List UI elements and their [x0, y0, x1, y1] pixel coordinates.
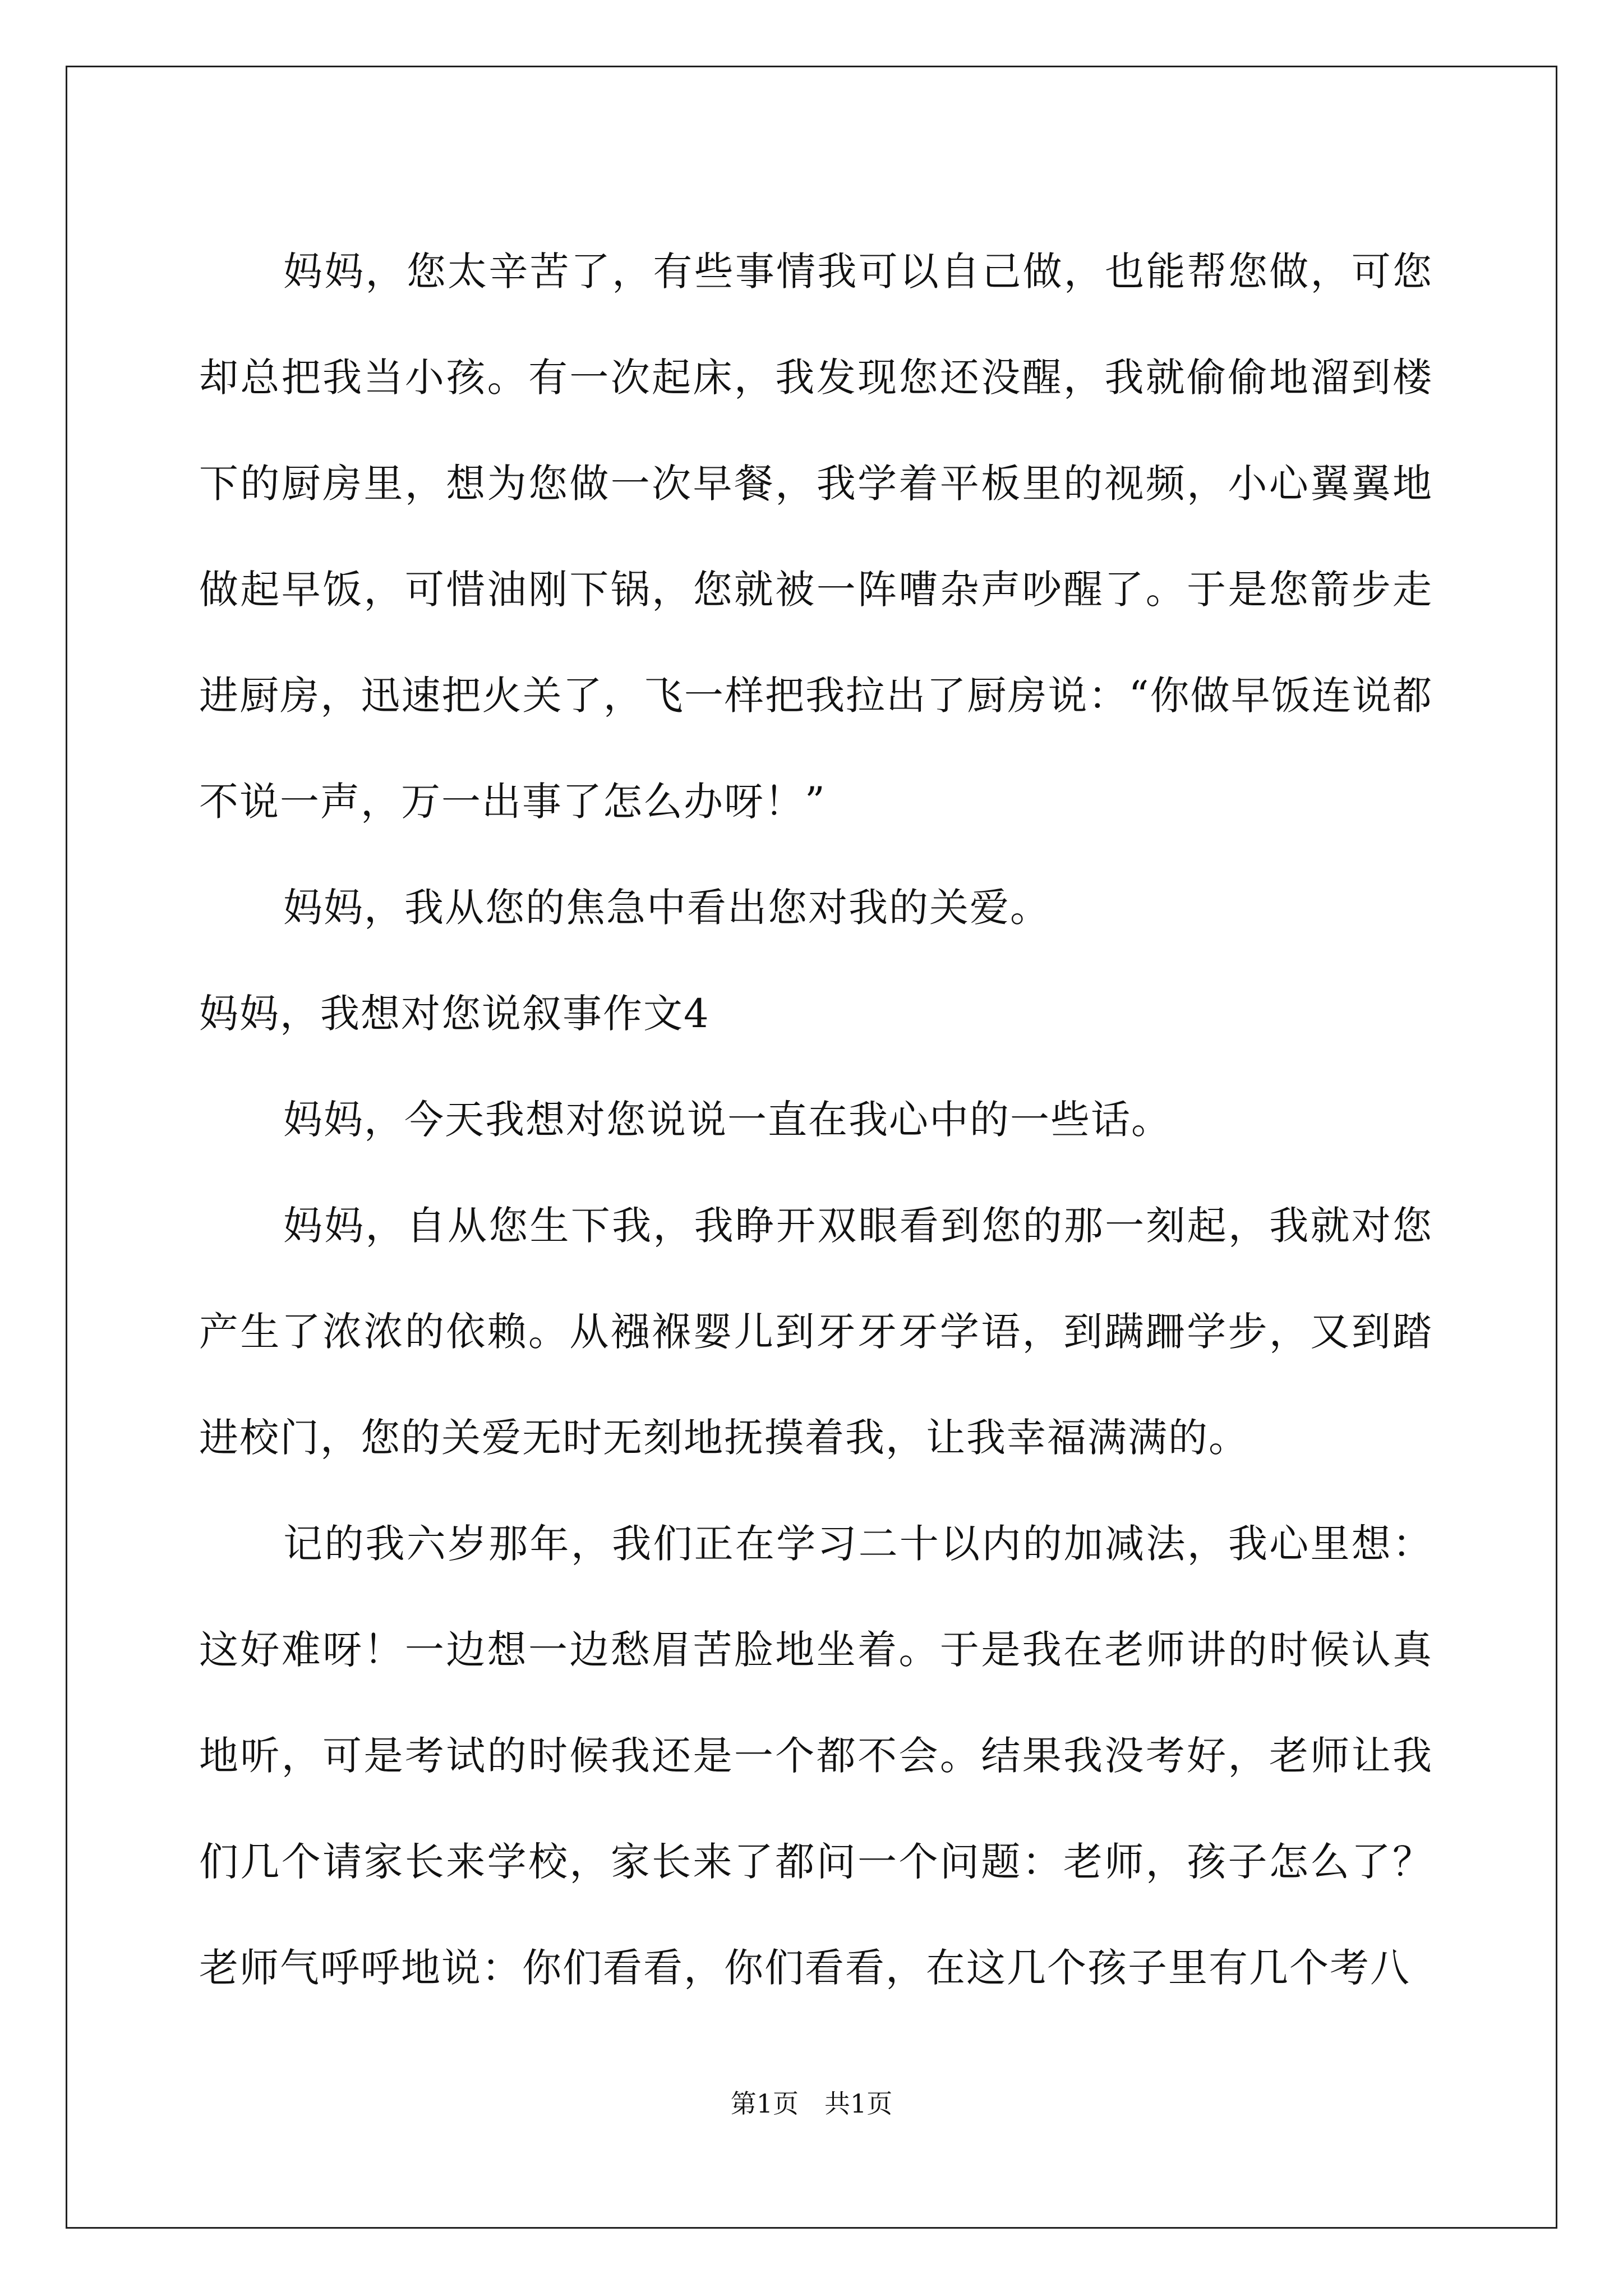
paragraph: 记的我六岁那年，我们正在学习二十以内的加减法，我心里想：这好难呀！一边想一边愁眉苦脸地坐着。于是我在老师讲的时候认真地听，可是考试的时候我还是一个都不会。结果我没考好，老师让我们几个请家长来学校，家长来了都问一个问题：老师，孩子怎么了？老师气呼呼地说：你们看看，你们看看，在这几个孩子里有几个考八 [199, 1521, 1433, 1991]
section-heading: 妈妈，我想对您说叙事作文4 [199, 991, 710, 1037]
paragraph: 妈妈，我从您的焦急中看出您对我的关爱。 [283, 885, 1050, 931]
paragraph: 妈妈，今天我想对您说说一直在我心中的一些话。 [283, 1097, 1172, 1143]
page-number-footer: 第1页 共1页 [730, 2088, 893, 2119]
document-body [199, 219, 1433, 2021]
paragraph: 妈妈，自从您生下我，我睁开双眼看到您的那一刻起，我就对您产生了浓浓的依赖。从襁褓婴儿到牙牙牙学语，到蹒跚学步，又到踏进校门，您的关爱无时无刻地抚摸着我，让我幸福满满的。 [199, 1203, 1433, 1461]
paragraph: 妈妈，您太辛苦了，有些事情我可以自己做，也能帮您做，可您却总把我当小孩。有一次起床，我发现您还没醒，我就偷偷地溜到楼下的厨房里，想为您做一次早餐，我学着平板里的视频，小心翼翼地做起早饭，可惜油刚下锅，您就被一阵嘈杂声吵醒了。于是您箭步走进厨房，迅速把火关了，飞一样把我拉出了厨房说：“你做早饭连说都不说一声，万一出事了怎么办呀！” [199, 249, 1433, 825]
